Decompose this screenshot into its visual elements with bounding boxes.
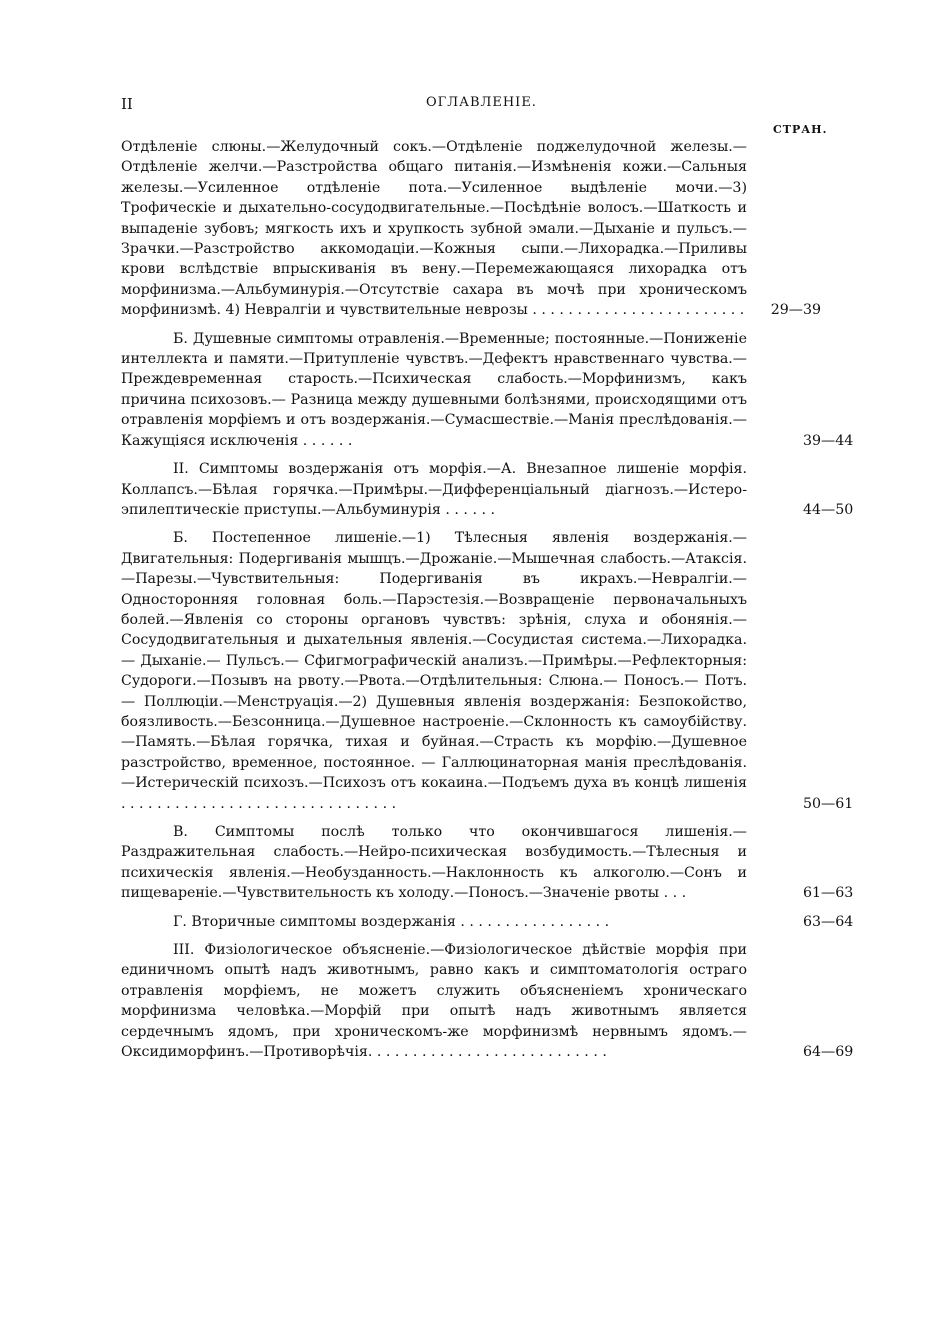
toc-entry-text: II. Симптомы воздержанія отъ морфія.—А. Внезапное лишеніе морфія. Коллапсъ.—Бѣлая горячка.—Примѣры.—Дифференціальный діагнозъ.—Истеро-эпилептическіе приступы.—Альбуминурія . . . . . .	[121, 461, 747, 518]
toc-entry-pages: 50—61	[803, 795, 854, 812]
toc-entry-pages: 63—64	[803, 913, 854, 930]
pages-column-label: СТРАН.	[773, 123, 828, 136]
toc-entry-pages: 39—44	[803, 432, 854, 449]
toc-entry	[121, 459, 854, 520]
toc-entry	[121, 912, 854, 932]
toc-entry	[121, 329, 854, 451]
toc-entry	[121, 528, 854, 814]
toc-entry	[121, 940, 854, 1062]
toc-entry-pages: 29—39	[770, 302, 821, 319]
toc-entry-pages: 64—69	[803, 1044, 854, 1061]
toc-entry-text: Б. Постепенное лишеніе.—1) Тѣлесныя явленія воздержанія.—Двигательныя: Подергиванія мышцъ.—Дрожаніе.—Мышечная слабость.—Атаксія.—Парезы.—Чувствительныя: Подергиванія въ икрахъ.—Невралгіи.—Односторонняя головная боль.—Парэстезія.—Возвращеніе первоначальныхъ болей.—Явленія со стороны органовъ чувствъ: зрѣнія, слуха и обонянія.—Сосудодвигательныя и дыхательныя явленія.—Сосудистая система.—Лихорадка.— Дыханіе.— Пульсъ.— Сфигмографическій анализъ.—Примѣры.—Рефлекторныя: Судороги.—Позывъ на рвоту.—Рвота.—Отдѣлительныя: Слюна.— Поносъ.— Потъ.— Поллюціи.—Менструація.—2) Душевныя явленія воздержанія: Безпокойство, боязливость.—Безсонница.—Душевное настроеніе.—Склонность къ самоубійству.—Память.—Бѣлая горячка, тихая и буйная.—Страсть къ морфію.—Душевное разстройство, временное, постоянное. — Галлюцинаторная манія преслѣдованія.—Истерическій психозъ.—Психозъ отъ кокаина.—Подъемъ духа въ концѣ лишенія . . . . . . . . . . . . . . . . . . . . . . . . . . . . . . .	[121, 530, 747, 812]
toc-entry-pages: 61—63	[803, 885, 854, 902]
table-of-contents	[121, 137, 854, 1062]
page-number: II	[121, 95, 133, 113]
toc-entry-text: Г. Вторичные симптомы воздержанія . . . . . . . . . . . . . . . . .	[173, 913, 610, 930]
toc-entry	[121, 822, 854, 904]
toc-entry-text: Отдѣленіе слюны.—Желудочный сокъ.—Отдѣленіе поджелудочной железы.—Отдѣленіе желчи.—Разстройства общаго питанія.—Измѣненія кожи.—Сальныя железы.—Усиленное отдѣленіе пота.—Усиленное выдѣленіе мочи.—3) Трофическіе и дыхательно-сосудодвигательные.—Посѣдѣніе волосъ.—Шаткость и выпаденіе зубовъ; мягкость ихъ и хрупкость зубной эмали.—Дыханіе и пульсъ.—Зрачки.—Разстройство аккомодаціи.—Кожныя сыпи.—Лихорадка.—Приливы крови вслѣдствіе впрыскиванія въ вену.—Перемежающаяся лихорадка отъ морфинизма.—Альбуминурія.—Отсутствіе сахара въ мочѣ при хроническомъ морфинизмѣ. 4) Невралгіи и чувствительные неврозы . . . . . . . . . . . . . . . . . . . . . . . .	[121, 139, 747, 319]
toc-entry-pages: 44—50	[803, 501, 854, 518]
toc-entry-text: III. Физіологическое объясненіе.—Физіологическое дѣйствіе морфія при единичномъ опытѣ надъ животнымъ, равно какъ и симптоматологія остраго отравленія морфіемъ, не можетъ служить объясненіемъ хроническаго морфинизма человѣка.—Морфій при опытѣ надъ животнымъ является сердечнымъ ядомъ, при хроническомъ-же морфинизмѣ нервнымъ ядомъ.—Оксидиморфинъ.—Противорѣчія. . . . . . . . . . . . . . . . . . . . . . . . . . .	[121, 942, 747, 1061]
toc-entry-text: В. Симптомы послѣ только что окончившагося лишенія.—Раздражительная слабость.—Нейро-психическая возбудимость.—Тѣлесныя и психическія явленія.—Необузданность.—Наклонность къ алкоголю.—Сонъ и пищевареніе.—Чувствительность къ холоду.—Поносъ.—Значеніе рвоты . . .	[121, 824, 747, 902]
running-head-title: ОГЛАВЛЕНІЕ.	[426, 95, 537, 110]
toc-entry	[121, 137, 821, 321]
toc-entry-text: Б. Душевные симптомы отравленія.—Временные; постоянные.—Пониженіе интеллекта и памяти.—Притупленіе чувствъ.—Дефектъ нравственнаго чувства.—Преждевременная старость.—Психическая слабость.—Морфинизмъ, какъ причина психозовъ.— Разница между душевными болѣзнями, происходящими отъ отравленія морфіемъ и отъ воздержанія.—Сумасшествіе.—Манія преслѣдованія.—Кажущіяся исключенія . . . . . .	[121, 330, 747, 449]
